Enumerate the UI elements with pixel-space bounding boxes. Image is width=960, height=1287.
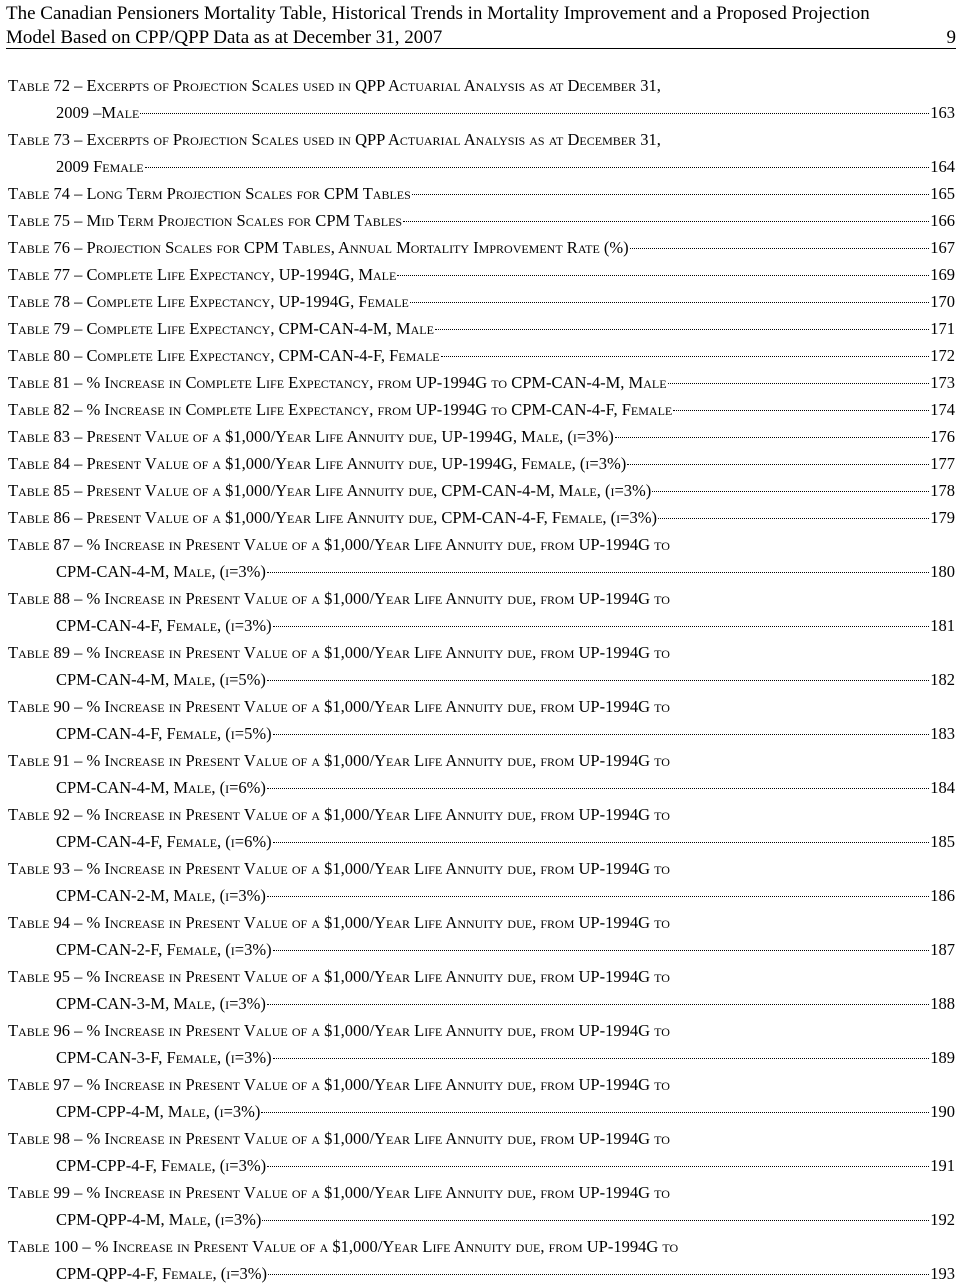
toc-entry-continuation [8, 1260, 955, 1287]
toc-entry[interactable] [8, 180, 955, 207]
dot-leader [435, 329, 929, 330]
toc-entry[interactable] [8, 288, 955, 315]
toc-entry[interactable] [8, 369, 955, 396]
toc-entry-line [8, 1071, 955, 1098]
toc-entry-continuation [8, 990, 955, 1017]
dot-leader [673, 410, 929, 411]
toc-entry-title: Table 84 – Present Value of a $1,000/Year Life Annuity due, UP-1994G, Female, (i=3%) [8, 454, 627, 473]
dot-leader [658, 518, 929, 519]
toc-entry-continuation [8, 936, 955, 963]
toc-entry-continuation [8, 828, 955, 855]
toc-entry-line [8, 801, 955, 828]
toc-entry-page-number[interactable]: 192 [930, 1210, 955, 1229]
toc-entry-page-number[interactable]: 178 [930, 481, 955, 500]
toc-entry-title: CPM-CPP-4-M, Male, (i=3%) [56, 1102, 261, 1121]
dot-leader [273, 950, 930, 951]
toc-entry-line [8, 423, 955, 450]
toc-entry-line [8, 963, 955, 990]
toc-entry[interactable] [8, 1017, 955, 1071]
toc-entry-title: Table 94 – % Increase in Present Value of a $1,000/Year Life Annuity due, from UP-1994G to [8, 913, 670, 932]
toc-entry-page-number[interactable]: 180 [930, 562, 955, 581]
toc-entry-page-number[interactable]: 167 [930, 238, 955, 257]
dot-leader [145, 167, 930, 168]
toc-entry-title: Table 79 – Complete Life Expectancy, CPM-CAN-4-M, Male [8, 319, 434, 338]
toc-entry-line [8, 909, 955, 936]
dot-leader [397, 275, 929, 276]
toc-entry-page-number[interactable]: 186 [930, 886, 955, 905]
dot-leader [140, 113, 929, 114]
dot-leader [261, 1112, 929, 1113]
toc-entry-page-number[interactable]: 172 [930, 346, 955, 365]
toc-entry-page-number[interactable]: 164 [930, 157, 955, 176]
dot-leader [410, 302, 929, 303]
toc-entry-title: CPM-QPP-4-F, Female, (i=3%) [56, 1264, 267, 1283]
toc-entry[interactable] [8, 1233, 955, 1287]
toc-entry-line [8, 504, 955, 531]
toc-entry-line [8, 747, 955, 774]
toc-entry-line [8, 180, 955, 207]
toc-entry[interactable] [8, 423, 955, 450]
toc-entry-title: 2009 –Male [56, 103, 140, 122]
toc-entry-title: Table 80 – Complete Life Expectancy, CPM-CAN-4-F, Female [8, 346, 440, 365]
toc-entry[interactable] [8, 342, 955, 369]
toc-entry-page-number[interactable]: 193 [930, 1264, 955, 1283]
toc-entry-line [8, 693, 955, 720]
toc-entry-page-number[interactable]: 176 [930, 427, 955, 446]
toc-entry[interactable] [8, 531, 955, 585]
toc-entry-line [8, 261, 955, 288]
toc-entry-title: CPM-QPP-4-M, Male, (i=3%) [56, 1210, 262, 1229]
dot-leader [267, 572, 929, 573]
toc-entry-title: Table 97 – % Increase in Present Value of a $1,000/Year Life Annuity due, from UP-1994G to [8, 1075, 670, 1094]
document-title: The Canadian Pensioners Mortality Table, Historical Trends in Mortality Improvement and a Proposed Projection Model Based on CPP/QPP Data as at December 31, 2007 [6, 3, 870, 48]
toc-entry-title: CPM-CAN-3-F, Female, (i=3%) [56, 1048, 272, 1067]
toc-entry-line [8, 369, 955, 396]
list-of-tables [8, 72, 955, 1287]
toc-entry-line [8, 450, 955, 477]
toc-entry-page-number[interactable]: 190 [930, 1102, 955, 1121]
toc-entry[interactable] [8, 693, 955, 747]
toc-entry-page-number[interactable]: 188 [930, 994, 955, 1013]
toc-entry-line [8, 531, 955, 558]
toc-entry-title: Table 96 – % Increase in Present Value of a $1,000/Year Life Annuity due, from UP-1994G to [8, 1021, 670, 1040]
dot-leader [273, 626, 930, 627]
toc-entry-title: Table 90 – % Increase in Present Value of a $1,000/Year Life Annuity due, from UP-1994G to [8, 697, 670, 716]
toc-entry[interactable] [8, 1071, 955, 1125]
toc-entry-page-number[interactable]: 191 [930, 1156, 955, 1175]
toc-entry-line [8, 855, 955, 882]
toc-entry-continuation [8, 1098, 955, 1125]
dot-leader [267, 1166, 929, 1167]
toc-entry-title: Table 95 – % Increase in Present Value of a $1,000/Year Life Annuity due, from UP-1994G to [8, 967, 670, 986]
toc-entry-title: Table 72 – Excerpts of Projection Scales used in QPP Actuarial Analysis as at December 31, [8, 76, 661, 95]
toc-entry-title: CPM-CPP-4-F, Female, (i=3%) [56, 1156, 267, 1175]
toc-entry-page-number[interactable]: 166 [930, 211, 955, 230]
toc-entry-title: CPM-CAN-4-M, Male, (i=3%) [56, 562, 266, 581]
toc-entry-line [8, 207, 955, 234]
toc-entry-continuation [8, 612, 955, 639]
toc-entry-title: Table 100 – % Increase in Present Value of a $1,000/Year Life Annuity due, from UP-1994G to [8, 1237, 679, 1256]
dot-leader [412, 194, 929, 195]
toc-entry-title: Table 85 – Present Value of a $1,000/Year Life Annuity due, CPM-CAN-4-M, Male, (i=3%) [8, 481, 652, 500]
toc-entry-title: Table 75 – Mid Term Projection Scales for CPM Tables [8, 211, 403, 230]
toc-entry-line [8, 315, 955, 342]
dot-leader [267, 680, 929, 681]
toc-entry[interactable] [8, 450, 955, 477]
dot-leader [273, 734, 930, 735]
toc-entry-page-number[interactable]: 163 [930, 103, 955, 122]
toc-entry[interactable] [8, 207, 955, 234]
toc-entry[interactable] [8, 315, 955, 342]
toc-entry-title: Table 99 – % Increase in Present Value of a $1,000/Year Life Annuity due, from UP-1994G to [8, 1183, 670, 1202]
toc-entry-page-number[interactable]: 169 [930, 265, 955, 284]
toc-entry-line [8, 288, 955, 315]
toc-entry-line [8, 1017, 955, 1044]
toc-entry[interactable] [8, 855, 955, 909]
page-header [6, 0, 956, 49]
toc-entry-title: Table 88 – % Increase in Present Value of a $1,000/Year Life Annuity due, from UP-1994G to [8, 589, 670, 608]
toc-entry-continuation [8, 774, 955, 801]
toc-entry-title: Table 82 – % Increase in Complete Life Expectancy, from UP-1994G to CPM-CAN-4-F, Female [8, 400, 673, 419]
toc-entry-line [8, 72, 955, 99]
toc-entry-title: Table 92 – % Increase in Present Value of a $1,000/Year Life Annuity due, from UP-1994G to [8, 805, 670, 824]
toc-entry-line [8, 585, 955, 612]
toc-entry-line [8, 1125, 955, 1152]
toc-entry-title: Table 76 – Projection Scales for CPM Tables, Annual Mortality Improvement Rate (%) [8, 238, 629, 257]
toc-entry-title: CPM-CAN-4-M, Male, (i=5%) [56, 670, 266, 689]
dot-leader [273, 842, 930, 843]
toc-entry-title: CPM-CAN-4-F, Female, (i=5%) [56, 724, 272, 743]
toc-entry[interactable] [8, 261, 955, 288]
toc-entry-title: Table 91 – % Increase in Present Value of a $1,000/Year Life Annuity due, from UP-1994G to [8, 751, 670, 770]
toc-entry-line [8, 342, 955, 369]
toc-entry-page-number[interactable]: 170 [930, 292, 955, 311]
toc-entry-title: Table 81 – % Increase in Complete Life Expectancy, from UP-1994G to CPM-CAN-4-M, Male [8, 373, 667, 392]
toc-entry-title: CPM-CAN-2-M, Male, (i=3%) [56, 886, 266, 905]
toc-entry[interactable] [8, 234, 955, 261]
toc-entry-page-number[interactable]: 184 [930, 778, 955, 797]
toc-entry-title: 2009 Female [56, 157, 144, 176]
toc-entry-page-number[interactable]: 181 [930, 616, 955, 635]
dot-leader [262, 1220, 929, 1221]
toc-entry-line [8, 234, 955, 261]
toc-entry-page-number[interactable]: 183 [930, 724, 955, 743]
dot-leader [267, 896, 929, 897]
toc-entry-page-number[interactable]: 174 [930, 400, 955, 419]
toc-entry-title: Table 87 – % Increase in Present Value of a $1,000/Year Life Annuity due, from UP-1994G to [8, 535, 670, 554]
toc-entry-title: CPM-CAN-2-F, Female, (i=3%) [56, 940, 272, 959]
toc-entry-title: Table 89 – % Increase in Present Value of a $1,000/Year Life Annuity due, from UP-1994G to [8, 643, 670, 662]
toc-entry[interactable] [8, 126, 955, 180]
toc-entry[interactable] [8, 639, 955, 693]
toc-entry-page-number[interactable]: 182 [930, 670, 955, 689]
toc-entry-line [8, 639, 955, 666]
toc-entry-continuation [8, 99, 955, 126]
toc-entry-title: Table 93 – % Increase in Present Value of a $1,000/Year Life Annuity due, from UP-1994G to [8, 859, 670, 878]
dot-leader [630, 248, 930, 249]
toc-entry-title: Table 74 – Long Term Projection Scales for CPM Tables [8, 184, 411, 203]
toc-entry-title: Table 83 – Present Value of a $1,000/Year Life Annuity due, UP-1994G, Male, (i=3%) [8, 427, 614, 446]
toc-entry-page-number[interactable]: 185 [930, 832, 955, 851]
toc-entry-page-number[interactable]: 187 [930, 940, 955, 959]
dot-leader [268, 1274, 929, 1275]
dot-leader [668, 383, 930, 384]
toc-entry[interactable] [8, 72, 955, 126]
toc-entry-title: Table 98 – % Increase in Present Value of a $1,000/Year Life Annuity due, from UP-1994G to [8, 1129, 670, 1148]
dot-leader [267, 1004, 929, 1005]
dot-leader [403, 221, 929, 222]
toc-entry[interactable] [8, 585, 955, 639]
toc-entry-continuation [8, 882, 955, 909]
toc-entry-page-number[interactable]: 173 [930, 373, 955, 392]
toc-entry-title: CPM-CAN-3-M, Male, (i=3%) [56, 994, 266, 1013]
toc-entry-continuation [8, 153, 955, 180]
toc-entry-line [8, 126, 955, 153]
toc-entry-continuation [8, 1152, 955, 1179]
dot-leader [627, 464, 929, 465]
dot-leader [652, 491, 929, 492]
toc-entry-page-number[interactable]: 165 [930, 184, 955, 203]
toc-entry[interactable] [8, 1179, 955, 1233]
toc-entry-line [8, 477, 955, 504]
dot-leader [273, 1058, 930, 1059]
toc-entry-continuation [8, 1206, 955, 1233]
dot-leader [267, 788, 929, 789]
toc-entry[interactable] [8, 963, 955, 1017]
toc-entry[interactable] [8, 396, 955, 423]
toc-entry[interactable] [8, 504, 955, 531]
toc-entry[interactable] [8, 1125, 955, 1179]
toc-entry[interactable] [8, 747, 955, 801]
toc-entry-line [8, 1233, 955, 1260]
toc-entry-page-number[interactable]: 189 [930, 1048, 955, 1067]
toc-entry-continuation [8, 558, 955, 585]
toc-entry-page-number[interactable]: 171 [930, 319, 955, 338]
toc-entry-continuation [8, 666, 955, 693]
toc-entry-page-number[interactable]: 177 [930, 454, 955, 473]
toc-entry[interactable] [8, 477, 955, 504]
toc-entry-line [8, 396, 955, 423]
toc-entry[interactable] [8, 801, 955, 855]
toc-entry-title: CPM-CAN-4-F, Female, (i=6%) [56, 832, 272, 851]
toc-entry-title: Table 73 – Excerpts of Projection Scales used in QPP Actuarial Analysis as at December 31, [8, 130, 661, 149]
toc-entry-title: CPM-CAN-4-M, Male, (i=6%) [56, 778, 266, 797]
toc-entry-title: Table 78 – Complete Life Expectancy, UP-1994G, Female [8, 292, 409, 311]
toc-entry-title: Table 77 – Complete Life Expectancy, UP-1994G, Male [8, 265, 397, 284]
toc-entry-continuation [8, 720, 955, 747]
toc-entry-page-number[interactable]: 179 [930, 508, 955, 527]
toc-entry[interactable] [8, 909, 955, 963]
toc-entry-title: Table 86 – Present Value of a $1,000/Year Life Annuity due, CPM-CAN-4-F, Female, (i=3%) [8, 508, 657, 527]
dot-leader [615, 437, 930, 438]
toc-entry-line [8, 1179, 955, 1206]
dot-leader [441, 356, 930, 357]
toc-entry-title: CPM-CAN-4-F, Female, (i=3%) [56, 616, 272, 635]
toc-entry-continuation [8, 1044, 955, 1071]
page-number: 9 [946, 27, 956, 48]
